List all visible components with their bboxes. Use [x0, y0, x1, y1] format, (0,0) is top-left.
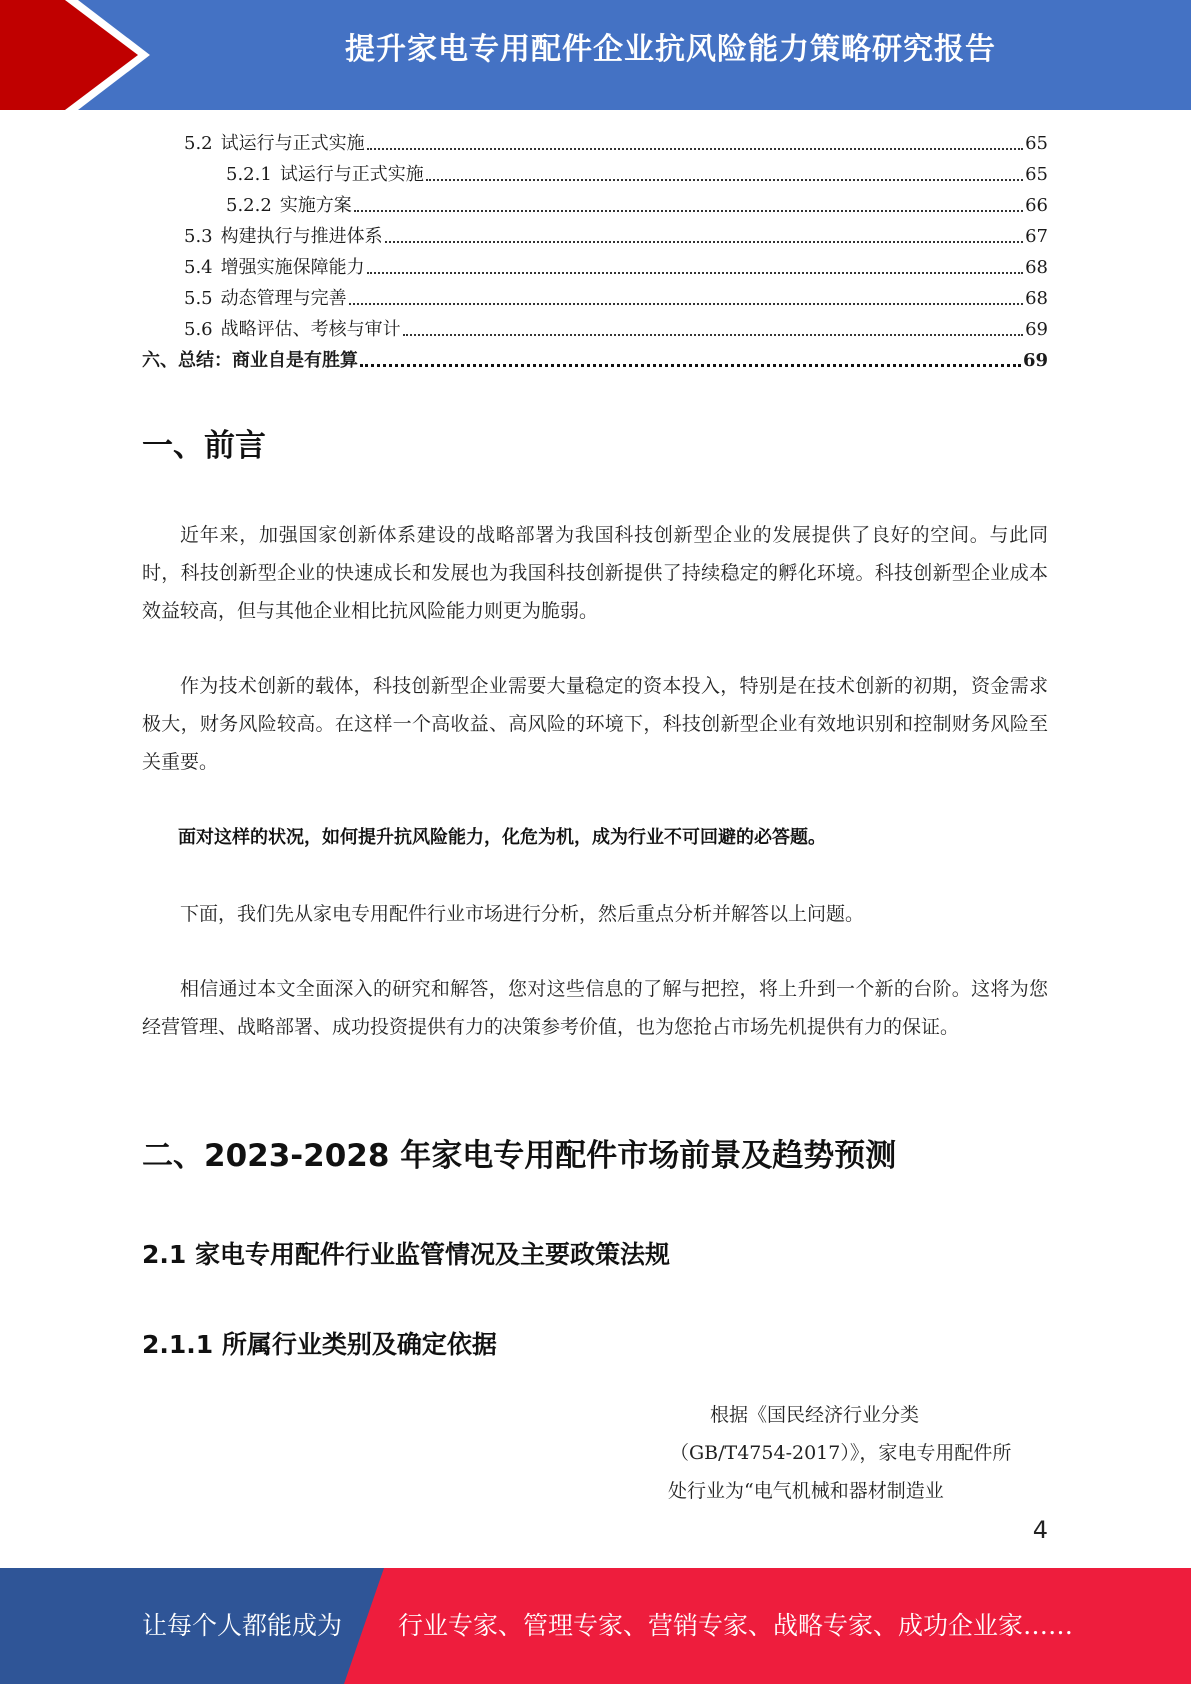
- side-line: 根据《国民经济行业分类: [710, 1404, 920, 1426]
- subsection-heading: 2.1 家电专用配件行业监管情况及主要政策法规: [142, 1240, 670, 1269]
- toc-entry-page: 65: [1025, 133, 1048, 154]
- paragraph: 下面，我们先从家电专用配件行业市场进行分析，然后重点分析并解答以上问题。: [180, 903, 865, 925]
- toc-entry[interactable]: [142, 283, 1048, 314]
- toc-entry-page: 67: [1025, 226, 1048, 247]
- toc-entry[interactable]: [142, 345, 1048, 376]
- side-paragraph: [660, 1396, 1060, 1510]
- toc-leader-dots: [367, 148, 1023, 150]
- header-red-arrow: [0, 0, 150, 110]
- toc-entry-number: 5.2: [184, 133, 213, 154]
- toc-leader-dots: [426, 179, 1023, 181]
- toc-leader-dots: [349, 303, 1023, 305]
- document-title: 提升家电专用配件企业抗风险能力策略研究报告: [345, 32, 996, 67]
- paragraph-bold: 面对这样的状况，如何提升抗风险能力，化危为机，成为行业不可回避的必答题。: [178, 827, 826, 848]
- toc-entry-number: 5.2.1: [226, 164, 272, 185]
- toc-entry-number: 5.6: [184, 319, 213, 340]
- toc-leader-dots: [360, 364, 1021, 367]
- footer-slogan-right: 行业专家、管理专家、营销专家、战略专家、成功企业家……: [398, 1611, 1074, 1640]
- toc-entry-title: 试运行与正式实施: [279, 164, 424, 185]
- toc-entry-number: 5.5: [184, 288, 213, 309]
- toc-entry-number: 5.2.2: [226, 195, 272, 216]
- paragraph: 近年来，加强国家创新体系建设的战略部署为我国科技创新型企业的发展提供了良好的空间。与此同时，科技创新型企业的快速成长和发展也为我国科技创新提供了持续稳定的孵化环境。科技创新型企业成本效益较高，但与其他企业相比抗风险能力则更为脆弱。: [142, 524, 1048, 622]
- toc-leader-dots: [367, 272, 1023, 274]
- section-heading-preface: 一、前言: [142, 428, 266, 464]
- toc-leader-dots: [403, 334, 1023, 336]
- paragraph: 作为技术创新的载体，科技创新型企业需要大量稳定的资本投入，特别是在技术创新的初期，资金需求极大，财务风险较高。在这样一个高收益、高风险的环境下，科技创新型企业有效地识别和控制财务风险至关重要。: [142, 675, 1048, 773]
- toc-entry-title: 构建执行与推进体系: [220, 226, 383, 247]
- toc-entry[interactable]: [142, 128, 1048, 159]
- footer-slogan-left: 让每个人都能成为: [142, 1611, 343, 1640]
- side-line: （GB/T4754-2017）》，家电专用配件所: [670, 1442, 1012, 1464]
- page-number: 4: [1032, 1516, 1048, 1544]
- toc-entry-number: 5.4: [184, 257, 213, 278]
- table-of-contents: [142, 128, 1048, 376]
- toc-entry-title: 动态管理与完善: [220, 288, 347, 309]
- header-banner: [0, 0, 1191, 110]
- toc-entry[interactable]: [142, 314, 1048, 345]
- toc-entry-title: 六、总结：商业自是有胜算: [142, 350, 358, 371]
- toc-entry-page: 68: [1025, 257, 1048, 278]
- toc-entry-page: 65: [1025, 164, 1048, 185]
- toc-entry-page: 66: [1025, 195, 1048, 216]
- subsection-heading: 2.1.1 所属行业类别及确定依据: [142, 1330, 497, 1359]
- toc-entry[interactable]: [142, 252, 1048, 283]
- toc-entry-page: 69: [1022, 350, 1048, 371]
- paragraph: 相信通过本文全面深入的研究和解答，您对这些信息的了解与把控，将上升到一个新的台阶。这将为您经营管理、战略部署、成功投资提供有力的决策参考价值，也为您抢占市场先机提供有力的保证。: [142, 978, 1048, 1038]
- footer-banner: [0, 1568, 1191, 1684]
- toc-leader-dots: [385, 241, 1023, 243]
- toc-entry-title: 实施方案: [279, 195, 352, 216]
- toc-entry-page: 69: [1025, 319, 1048, 340]
- toc-entry-title: 试运行与正式实施: [220, 133, 365, 154]
- section-heading-market: 二、2023-2028 年家电专用配件市场前景及趋势预测: [142, 1138, 897, 1174]
- toc-entry-title: 战略评估、考核与审计: [220, 319, 401, 340]
- toc-entry-page: 68: [1025, 288, 1048, 309]
- toc-entry[interactable]: [142, 159, 1048, 190]
- toc-entry[interactable]: [142, 221, 1048, 252]
- toc-entry-title: 增强实施保障能力: [220, 257, 365, 278]
- side-line: 处行业为“电气机械和器材制造业: [668, 1480, 944, 1502]
- toc-leader-dots: [354, 210, 1023, 212]
- toc-entry[interactable]: [142, 190, 1048, 221]
- toc-entry-number: 5.3: [184, 226, 213, 247]
